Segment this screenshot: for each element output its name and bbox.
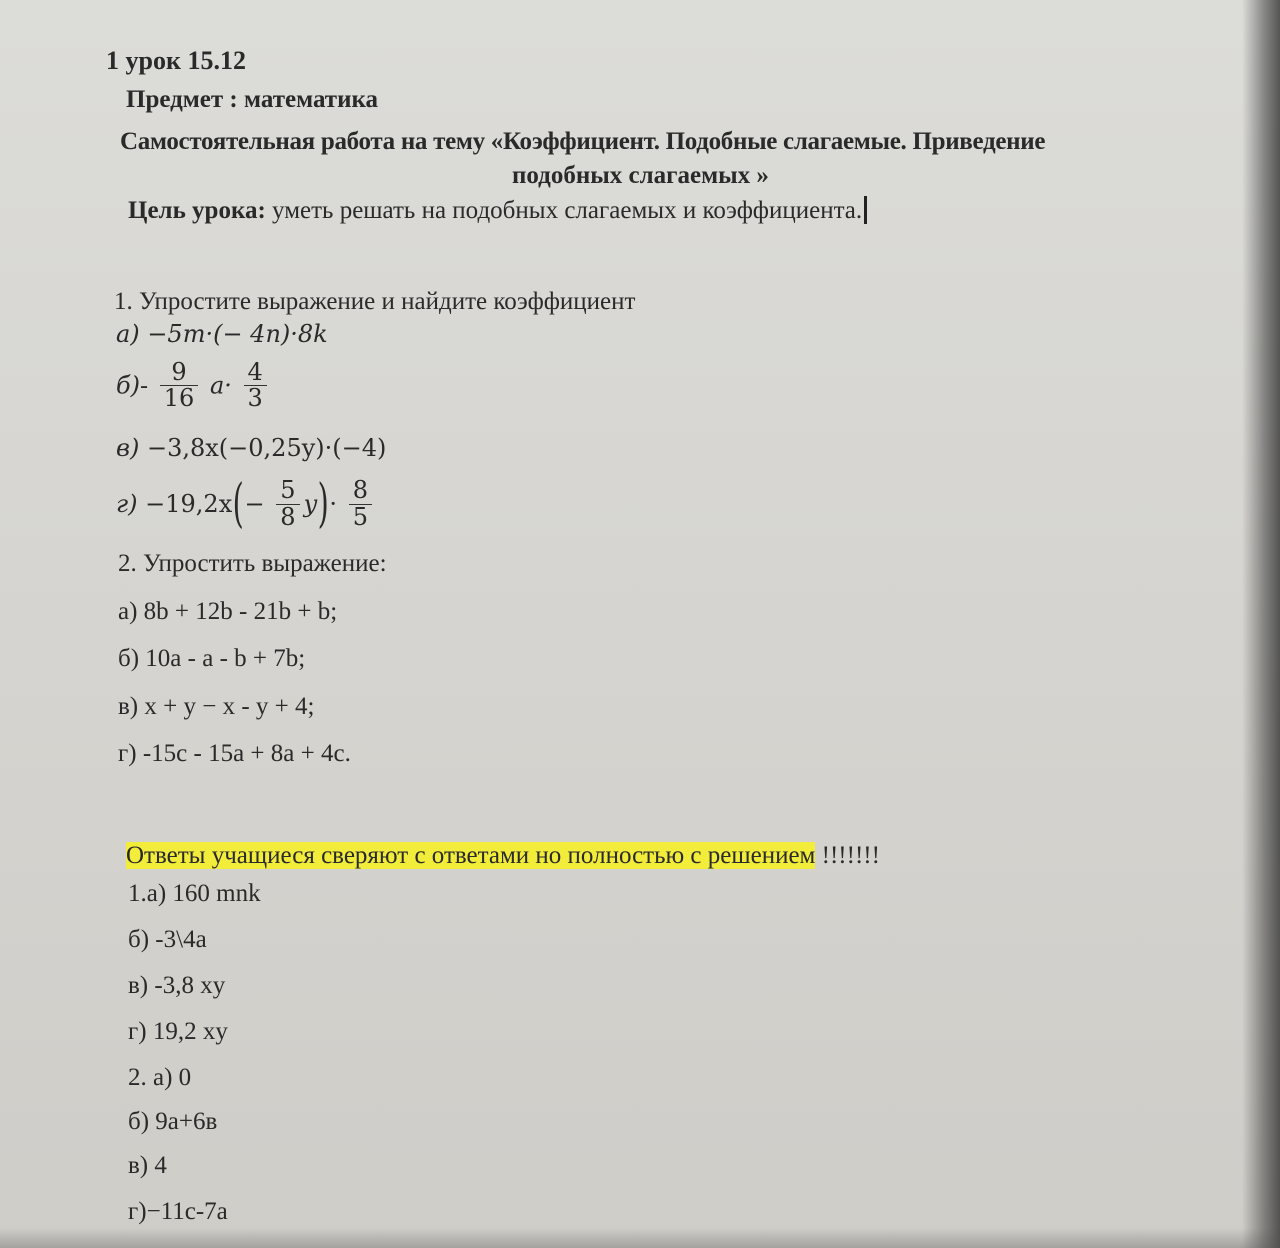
answers-note (126, 842, 880, 870)
task1-item-g (116, 474, 376, 534)
topic-line-1: Самостоятельная работа на тему «Коэффициент. Подобные слагаемые. Приведение (120, 128, 1046, 155)
open-paren: ( (232, 474, 244, 534)
topic-line-2: подобных слагаемых » (512, 162, 769, 189)
close-paren: ) (317, 474, 329, 534)
task1-b-prefix: - (140, 371, 149, 400)
task1-item-a (116, 320, 328, 348)
answer-item: 2. а) 0 (128, 1064, 192, 1091)
subject-line: Предмет : математика (126, 86, 379, 113)
text-cursor (864, 196, 867, 224)
answer-item: в) 4 (128, 1152, 167, 1179)
task1-v-expr: −3,8x(−0,25y)·(−4) (146, 434, 387, 462)
task1-g-dot: · (329, 490, 338, 518)
task1-g-fraction-2: $\frac{8}{5}$ (349, 478, 372, 529)
task2-item: в) x + y − x - y + 4; (118, 693, 315, 720)
task1-g-label: г) (116, 490, 138, 518)
monitor-bezel-shadow (1242, 0, 1280, 1248)
task2-title: 2. Упростить выражение: (118, 550, 387, 577)
goal-label: Цель урока: (128, 197, 266, 224)
answers-note-tail: !!!!!!! (815, 842, 880, 869)
task1-item-b (116, 360, 271, 411)
task2-item: б) 10a - a - b + 7b; (118, 645, 306, 672)
task1-b-fraction-2: $\frac{4}{3}$ (244, 360, 267, 411)
task1-g-prefix: −19,2x (145, 490, 233, 518)
answers-note-highlight: Ответы учащиеся сверяют с ответами но полностью с решением (126, 842, 816, 869)
task1-b-label: б) (116, 371, 141, 400)
task1-a-label: а) (116, 320, 140, 348)
task1-v-label: в) (116, 434, 140, 462)
task1-b-fraction-1: $\frac{9}{16}$ (160, 360, 199, 411)
task2-item: а) 8b + 12b - 21b + b; (118, 598, 338, 625)
answer-item: б) 9а+6в (128, 1108, 218, 1135)
goal-text: уметь решать на подобных слагаемых и коэффициента. (265, 197, 863, 224)
answer-item: г)−11с-7а (128, 1198, 228, 1225)
task1-a-expr: −5m·(− 4n)·8k (147, 320, 328, 348)
task2-item: г) -15c - 15a + 8a + 4c. (118, 740, 351, 767)
task1-title: 1. Упростите выражение и найдите коэффициент (114, 288, 636, 315)
task1-g-var: y (303, 490, 318, 518)
answer-item: б) -3\4а (128, 926, 207, 953)
goal-line (128, 196, 867, 225)
lesson-heading: 1 урок 15.12 (106, 46, 246, 75)
task1-item-v (116, 434, 386, 462)
bottom-shadow (0, 1228, 1280, 1248)
task1-g-minus: − (244, 490, 265, 518)
answer-item: г) 19,2 xy (128, 1018, 228, 1045)
answer-item: в) -3,8 xy (128, 972, 226, 999)
task1-b-var: a· (209, 371, 232, 400)
answer-item: 1.а) 160 mnk (128, 880, 261, 907)
task1-g-fraction-1: $\frac{5}{8}$ (276, 478, 299, 529)
